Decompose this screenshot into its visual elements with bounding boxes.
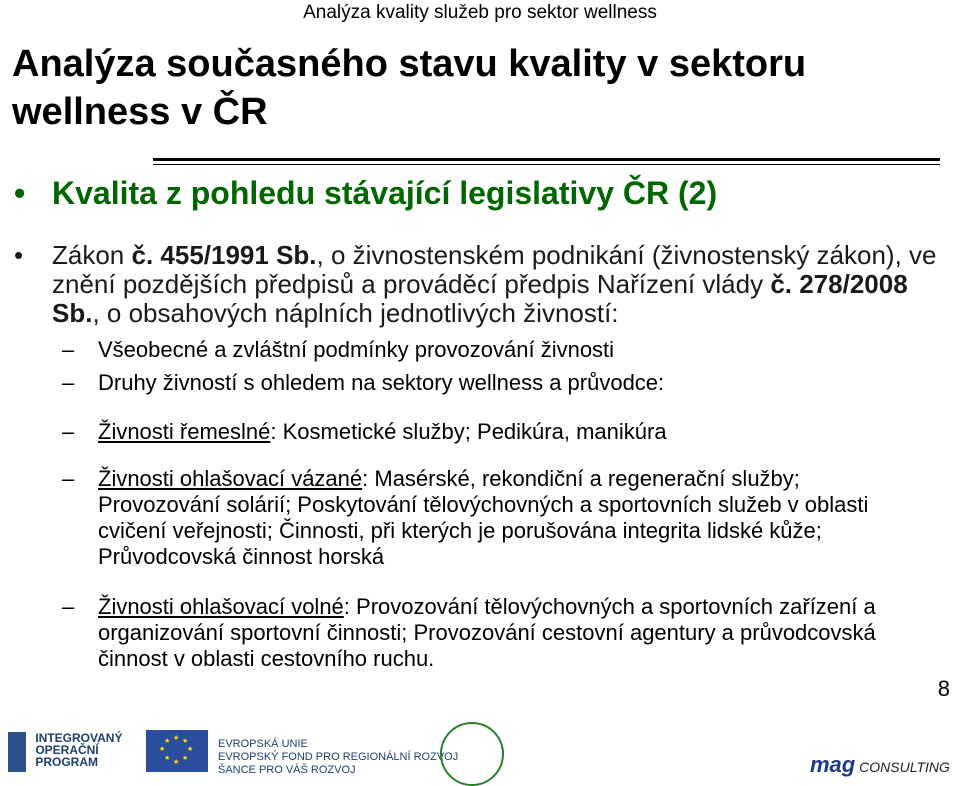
dash-icon: – — [62, 594, 75, 619]
title-rule-thin — [153, 164, 940, 165]
bullet-dot-icon: • — [14, 175, 26, 211]
title-rule — [153, 158, 940, 161]
eu-text: EVROPSKÁ UNIE EVROPSKÝ FOND PRO REGIONÁLNÍ ROZVOJ ŠANCE PRO VÁŠ ROZVOJ — [218, 738, 459, 776]
dash-icon: – — [62, 370, 75, 395]
iop-logo: INTEGROVANÝ OPERAČNÍ PROGRAM — [8, 732, 122, 772]
eu-flag-icon: ★ ★ ★ ★ ★ ★ ★ ★ — [146, 730, 208, 772]
bullet-law — [14, 241, 944, 328]
footer-logos — [0, 712, 960, 783]
dash-item-5: – Živnosti ohlašovací volné: Provozování tělovýchovných a sportovních zařízení a organizování sportovní činnosti; Provozování cestovní agentury a průvodcovská činnost v oblasti cestovního ruchu. — [62, 594, 876, 671]
dash-item-2: – Druhy živností s ohledem na sektory wellness a průvodce: — [62, 370, 665, 395]
page-number: 8 — [937, 676, 950, 701]
bullet-heading — [14, 175, 944, 211]
dash-icon: – — [62, 419, 75, 444]
dash-item-3: – Živnosti řemeslné: Kosmetické služby; Pedikúra, manikúra — [62, 419, 667, 444]
ministry-logo-icon — [440, 722, 504, 786]
mag-consulting-logo: mag CONSULTING — [810, 752, 950, 777]
slide-header: Analýza kvality služeb pro sektor wellness — [303, 2, 657, 23]
bullet-dot-icon: • — [14, 240, 24, 270]
slide-title: Analýza současného stavu kvality v sektoru wellness v ČR — [12, 43, 807, 133]
dash-icon: – — [62, 337, 75, 362]
iop-logo-icon — [8, 732, 26, 772]
dash-icon: – — [62, 466, 75, 491]
bullet-law-text: Zákon č. 455/1991 Sb., o živnostenském podnikání (živnostenský zákon), ve znění pozdějších předpisů a prováděcí předpis Nařízení vlády č. 278/2008 Sb., o obsahových náplních jednotlivých živností: — [52, 240, 937, 328]
dash-item-1: – Všeobecné a zvláštní podmínky provozování živnosti — [62, 337, 615, 362]
bullet-heading-text: Kvalita z pohledu stávající legislativy ČR (2) — [52, 175, 718, 211]
dash-item-4: – Živnosti ohlašovací vázané: Masérské, rekondiční a regenerační služby; Provozování solárií; Poskytování tělovýchovných a sportovních služeb v oblasti cvičení veřejnosti; Činnosti, při kterých je porušována integrita lidské kůže; Průvodcovská činnost horská — [62, 466, 869, 569]
